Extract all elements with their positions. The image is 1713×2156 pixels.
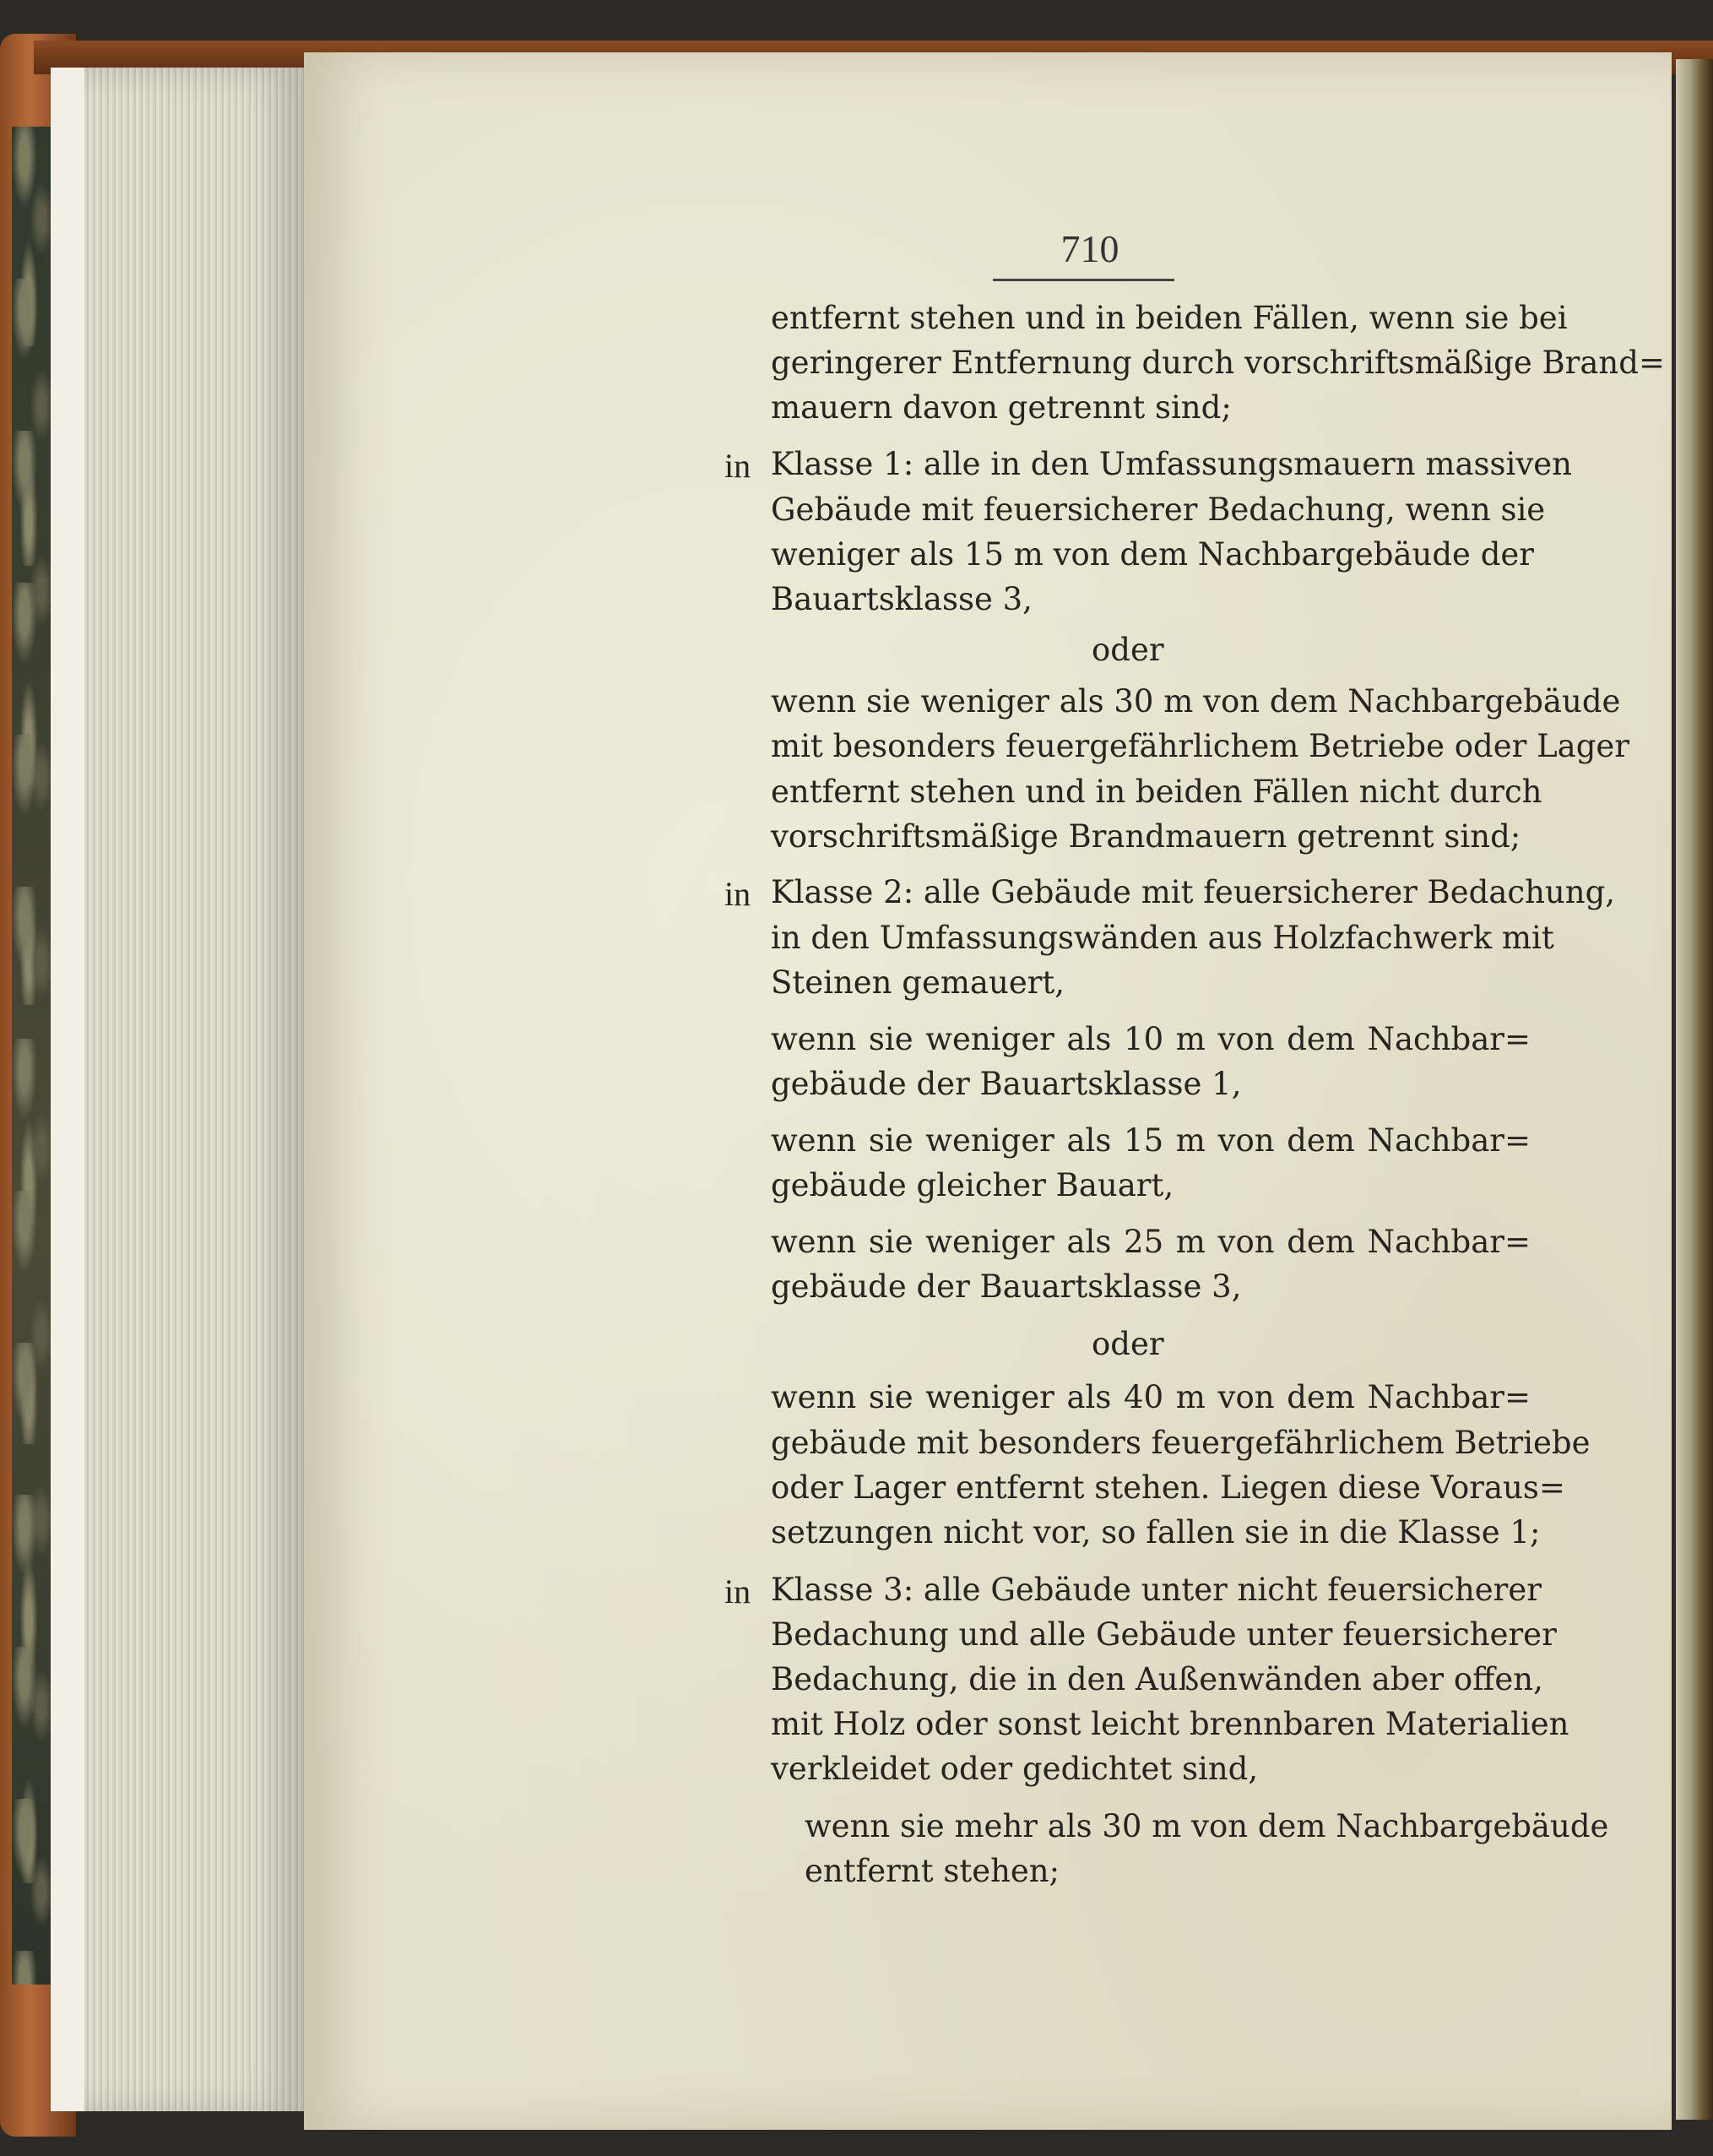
text-line: gebäude der Bauartsklasse 1, [771, 1066, 1242, 1102]
text-line: gebäude der Bauartsklasse 3, [771, 1268, 1242, 1305]
text-line: wenn sie weniger als 25 m von dem Nachbar= [771, 1224, 1531, 1260]
text-line: oder [1092, 632, 1164, 668]
text-line: Bauartsklasse 3, [771, 581, 1033, 617]
text-line: mit Holz oder sonst leicht brennbaren Materialien [771, 1706, 1569, 1742]
text-line: Klasse 3: alle Gebäude unter nicht feuersicherer [771, 1572, 1542, 1608]
text-line: oder [1092, 1326, 1164, 1362]
in-label: in [724, 447, 751, 485]
text-line: Bedachung und alle Gebäude unter feuersicherer [771, 1616, 1557, 1653]
text-line: weniger als 15 m von dem Nachbargebäude der [771, 536, 1534, 573]
in-label: in [724, 1572, 751, 1610]
text-line: verkleidet oder gedichtet sind, [771, 1751, 1259, 1787]
text-line: wenn sie weniger als 40 m von dem Nachbar= [771, 1379, 1531, 1415]
text-line: Klasse 2: alle Gebäude mit feuersicherer Bedachung, [771, 874, 1616, 910]
text-line: wenn sie weniger als 15 m von dem Nachbar= [771, 1122, 1531, 1159]
text-line: Steinen gemauert, [771, 964, 1065, 1001]
text-line: in den Umfassungswänden aus Holzfachwerk mit [771, 920, 1554, 956]
page-number: 710 [1060, 227, 1119, 270]
text-line: Bedachung, die in den Außenwänden aber offen, [771, 1661, 1543, 1697]
text-line: setzungen nicht vor, so fallen sie in die Klasse 1; [771, 1514, 1541, 1550]
text-line: entfernt stehen und in beiden Fällen, wenn sie bei [771, 300, 1568, 336]
text-line: gebäude gleicher Bauart, [771, 1167, 1174, 1203]
text-line: Klasse 1: alle in den Umfassungsmauern massiven [771, 446, 1572, 482]
text-line: mauern davon getrennt sind; [771, 389, 1232, 426]
text-line: mit besonders feuergefährlichem Betriebe oder Lager [771, 728, 1629, 764]
text-line: gebäude mit besonders feuergefährlichem Betriebe [771, 1425, 1591, 1461]
text-line: geringerer Entfernung durch vorschriftsmäßige Brand= [771, 345, 1665, 381]
text-line: vorschriftsmäßige Brandmauern getrennt sind; [771, 818, 1521, 855]
text-line: Gebäude mit feuersicherer Bedachung, wenn sie [771, 491, 1546, 528]
in-label: in [724, 875, 751, 913]
text-line: entfernt stehen; [805, 1853, 1060, 1889]
text-line: wenn sie weniger als 10 m von dem Nachbar= [771, 1021, 1531, 1057]
text-line: wenn sie weniger als 30 m von dem Nachbargebäude [771, 683, 1621, 720]
text-line: wenn sie mehr als 30 m von dem Nachbargebäude [805, 1808, 1609, 1844]
text-line: entfernt stehen und in beiden Fällen nicht durch [771, 774, 1542, 810]
text-line: oder Lager entfernt stehen. Liegen diese Voraus= [771, 1469, 1565, 1506]
